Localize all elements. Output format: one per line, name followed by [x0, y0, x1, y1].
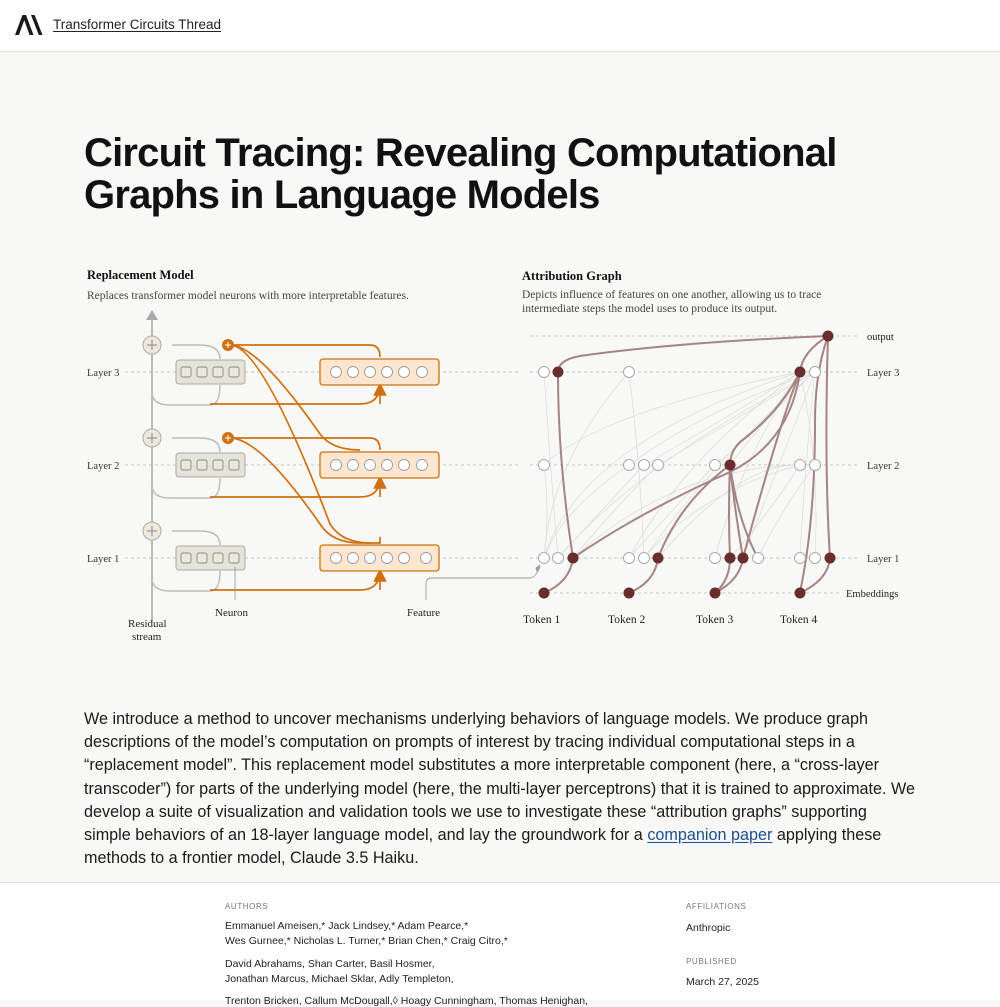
paper-metadata: [0, 882, 1000, 1007]
residual-annotation-1: Residual: [128, 618, 167, 630]
affiliation-value: Anthropic: [686, 922, 731, 934]
right-layer-3-label: Layer 3: [867, 368, 900, 379]
thread-home-link[interactable]: Transformer Circuits Thread: [53, 17, 222, 32]
token-1-label: Token 1: [523, 614, 561, 626]
attribution-graph-caption-2: intermediate steps the model uses to produce its output.: [522, 303, 778, 315]
author-line-2: Wes Gurnee,* Nicholas L. Turner,* Brian Chen,* Craig Citro,*: [225, 935, 508, 947]
token-2-label: Token 2: [608, 614, 646, 626]
token-3-label: Token 3: [696, 614, 734, 626]
published-date: March 27, 2025: [686, 976, 759, 988]
neuron-boxes: [176, 360, 245, 570]
attribution-graph-caption-1: Depicts influence of features on one another, allowing us to trace: [522, 289, 822, 301]
left-layer-1-label: Layer 1: [87, 554, 120, 565]
abstract: [84, 708, 916, 870]
top-bar: [0, 0, 1000, 52]
abstract-text-1: We introduce a method to uncover mechanisms underlying behaviors of language models. We produce graph descriptions of the model’s computation on prompts of interest by tracing individual computational steps in a “replacement model”. This replacement model substitutes a more interpretable component (here, a “cross-layer transcoder”) for parts of the underlying model (here, the multi-layer perceptrons) that it is trained to approximate. We develop a suite of visualization and validation tools we use to investigate these “attribution graphs” supporting simple behaviors of an 18-layer language model, and lay the groundwork for a: [84, 710, 916, 845]
token-4-label: Token 4: [780, 614, 818, 626]
neuron-annotation: Neuron: [215, 607, 248, 619]
author-line-3: David Abrahams, Shan Carter, Basil Hosmer,: [225, 958, 435, 970]
abstract-text-2: applying these methods to a frontier model, Claude 3.5 Haiku.: [84, 826, 882, 868]
companion-paper-link[interactable]: companion paper: [647, 826, 773, 845]
residual-stream: [146, 310, 158, 622]
author-line-1: Emmanuel Ameisen,* Jack Lindsey,* Adam Pearce,*: [225, 920, 469, 932]
title-line-2: Graphs in Language Models: [84, 173, 600, 217]
right-layer-2-label: Layer 2: [867, 461, 900, 472]
published-label: PUBLISHED: [686, 957, 737, 966]
title-line-1: Circuit Tracing: Revealing Computational: [84, 131, 837, 175]
attribution-graph-heading: Attribution Graph: [522, 269, 622, 283]
transcoder-add-nodes: [222, 339, 234, 444]
anthropic-logo-icon[interactable]: [15, 15, 43, 35]
overview-figure: [80, 262, 920, 652]
left-layer-2-label: Layer 2: [87, 461, 120, 472]
embeddings-label: Embeddings: [846, 589, 899, 600]
replacement-model-caption: Replaces transformer model neurons with more interpretable features.: [87, 290, 409, 302]
page-title: [84, 132, 924, 216]
residual-annotation-2: stream: [132, 631, 162, 643]
feature-annotation: Feature: [407, 607, 440, 619]
replacement-model-heading: Replacement Model: [87, 268, 194, 282]
output-label: output: [867, 332, 894, 343]
affiliations-label: AFFILIATIONS: [686, 902, 747, 911]
author-line-4: Jonathan Marcus, Michael Sklar, Adly Templeton,: [225, 973, 454, 985]
right-layer-1-label: Layer 1: [867, 554, 900, 565]
author-line-5: Trenton Bricken, Callum McDougall,◊ Hoagy Cunningham, Thomas Henighan,: [225, 995, 588, 1007]
authors-label: AUTHORS: [225, 902, 269, 911]
left-layer-3-label: Layer 3: [87, 368, 120, 379]
